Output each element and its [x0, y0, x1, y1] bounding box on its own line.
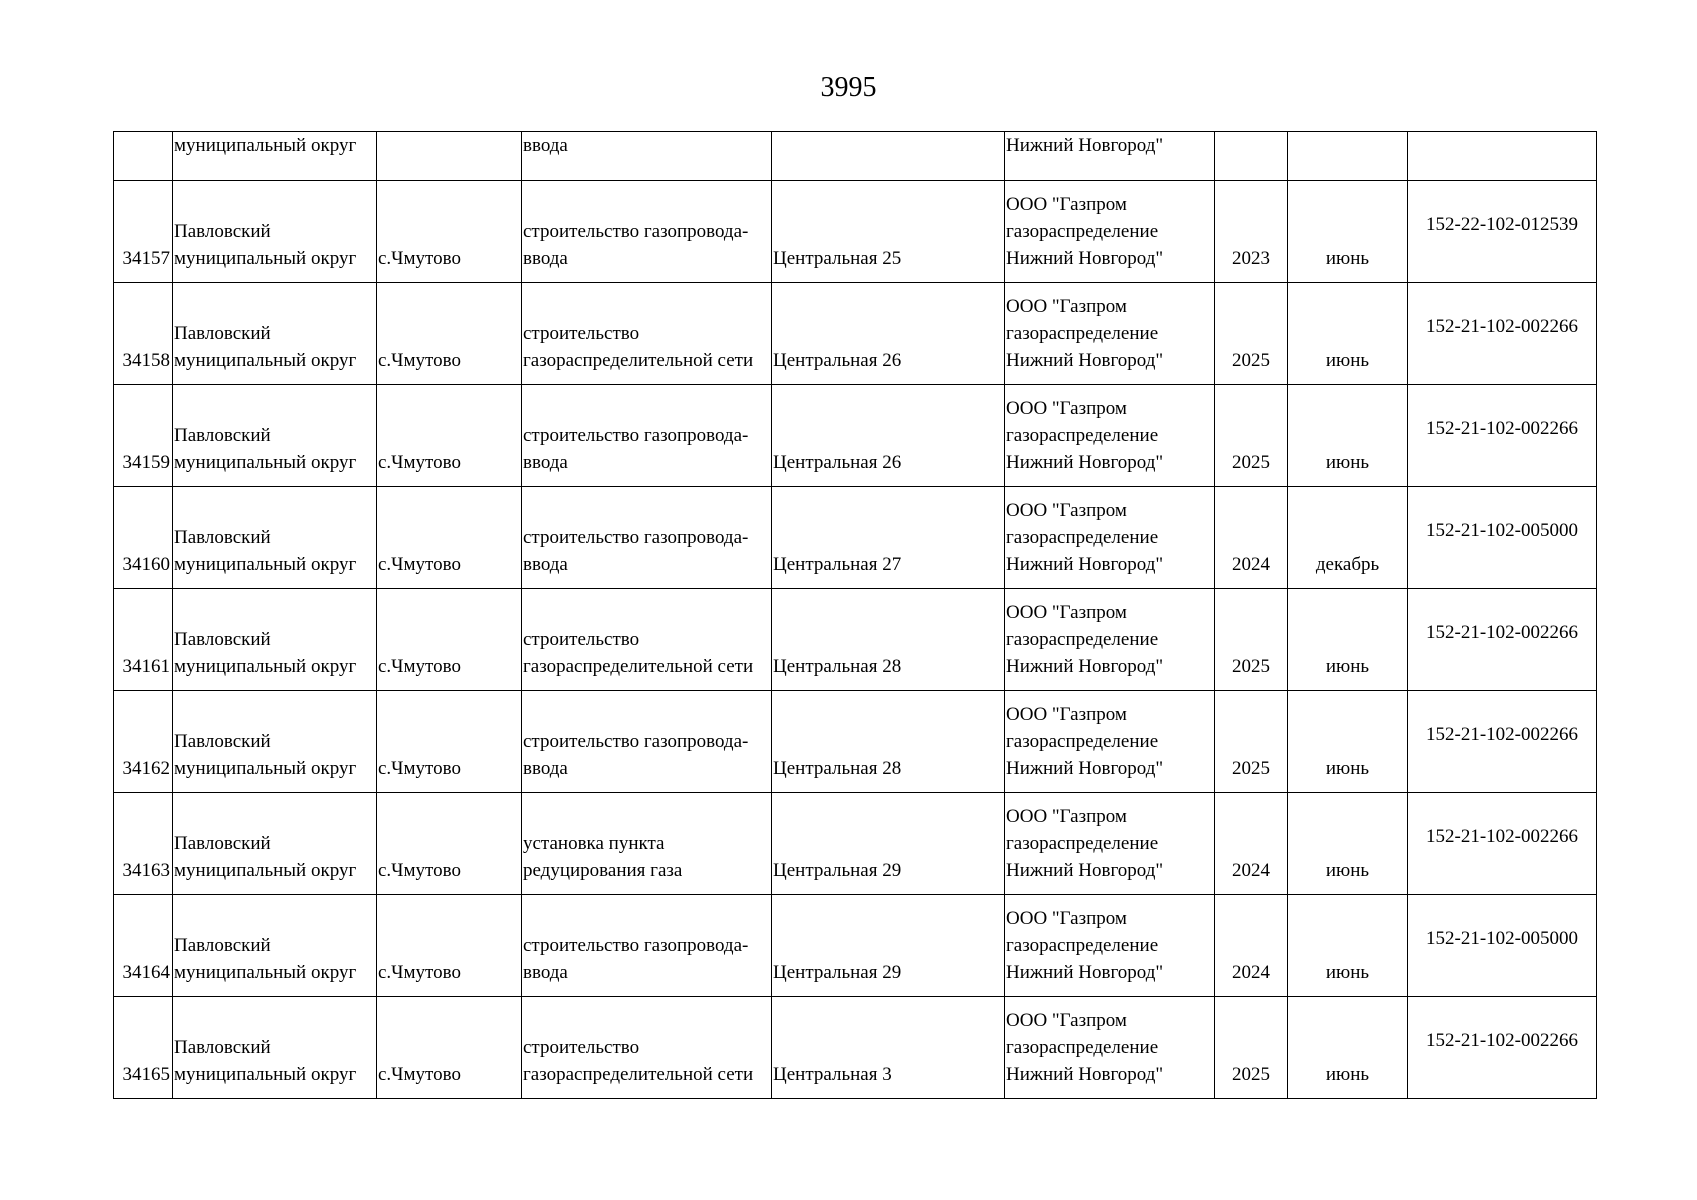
organization-cell-line: Нижний Новгород"	[1006, 350, 1164, 371]
organization-cell-line: ООО "Газпром	[1006, 704, 1127, 725]
year-cell: 2025	[1215, 283, 1288, 385]
month-cell: июнь	[1288, 385, 1408, 487]
row-number-cell: 34160	[114, 487, 173, 589]
organization-cell-line: Нижний Новгород"	[1006, 248, 1164, 269]
row-number-cell: 34158	[114, 283, 173, 385]
row-number-cell: 34162	[114, 691, 173, 793]
settlement-cell: с.Чмутово	[377, 793, 522, 895]
organization-cell	[1005, 181, 1215, 283]
table-row	[114, 691, 1597, 793]
settlement-cell: с.Чмутово	[377, 283, 522, 385]
row-number-cell: 34164	[114, 895, 173, 997]
code-cell: 152-21-102-002266	[1408, 589, 1597, 691]
work-type-cell-line: строительство газопровода-	[523, 935, 749, 956]
organization-cell-line: Нижний Новгород"	[1006, 962, 1164, 983]
work-type-cell	[522, 589, 772, 691]
settlement-cell: с.Чмутово	[377, 181, 522, 283]
organization-cell-line: ООО "Газпром	[1006, 602, 1127, 623]
work-type-cell	[522, 895, 772, 997]
settlement-cell: с.Чмутово	[377, 487, 522, 589]
organization-cell-line: газораспределение	[1006, 527, 1159, 548]
work-type-cell-line: газораспределительной сети	[523, 656, 754, 677]
district-cell-line: муниципальный округ	[174, 860, 357, 881]
organization-cell	[1005, 589, 1215, 691]
organization-cell	[1005, 793, 1215, 895]
code-cell: 152-21-102-005000	[1408, 487, 1597, 589]
district-cell-line: Павловский	[174, 323, 271, 344]
organization-cell-line: газораспределение	[1006, 731, 1159, 752]
district-cell-line: муниципальный округ	[174, 452, 357, 473]
code-cell: 152-21-102-002266	[1408, 793, 1597, 895]
work-type-cell-line: строительство газопровода-	[523, 731, 749, 752]
district-cell-line: муниципальный округ	[174, 350, 357, 371]
organization-cell-line: газораспределение	[1006, 935, 1159, 956]
district-cell-line: Павловский	[174, 731, 271, 752]
work-type-cell-line: строительство	[523, 323, 640, 344]
month-cell: июнь	[1288, 283, 1408, 385]
district-cell-line: муниципальный округ	[174, 1064, 357, 1085]
row-number-cell: 34159	[114, 385, 173, 487]
address-cell: Центральная 26	[772, 283, 1005, 385]
address-cell: Центральная 29	[772, 793, 1005, 895]
settlement-cell: с.Чмутово	[377, 385, 522, 487]
address-cell: Центральная 26	[772, 385, 1005, 487]
district-cell	[173, 181, 377, 283]
organization-cell-line: ООО "Газпром	[1006, 194, 1127, 215]
row-number-cell: 34163	[114, 793, 173, 895]
year-cell: 2024	[1215, 487, 1288, 589]
organization-cell-line: ООО "Газпром	[1006, 1010, 1127, 1031]
work-type-cell-line: ввода	[523, 758, 568, 779]
row-number-cell: 34165	[114, 997, 173, 1099]
work-type-cell-line: ввода	[523, 135, 568, 156]
organization-cell	[1005, 997, 1215, 1099]
work-type-cell-line: строительство	[523, 629, 640, 650]
work-type-cell-line: строительство газопровода-	[523, 425, 749, 446]
work-type-cell	[522, 385, 772, 487]
organization-cell-line: ООО "Газпром	[1006, 500, 1127, 521]
district-cell-line: Павловский	[174, 527, 271, 548]
settlement-cell: с.Чмутово	[377, 691, 522, 793]
gas-works-register-table	[113, 131, 1597, 1099]
district-cell	[173, 691, 377, 793]
organization-cell	[1005, 487, 1215, 589]
work-type-cell-line: редуцирования газа	[523, 860, 683, 881]
district-cell	[173, 487, 377, 589]
district-cell	[173, 132, 377, 181]
year-cell	[1215, 132, 1288, 181]
district-cell-line: Павловский	[174, 629, 271, 650]
district-cell	[173, 283, 377, 385]
code-cell	[1408, 132, 1597, 181]
district-cell-line: Павловский	[174, 1037, 271, 1058]
table-row	[114, 283, 1597, 385]
code-cell: 152-22-102-012539	[1408, 181, 1597, 283]
district-cell-line: Павловский	[174, 221, 271, 242]
address-cell: Центральная 25	[772, 181, 1005, 283]
row-number-cell: 34161	[114, 589, 173, 691]
year-cell: 2024	[1215, 793, 1288, 895]
table-row	[114, 487, 1597, 589]
organization-cell-line: газораспределение	[1006, 833, 1159, 854]
organization-cell	[1005, 691, 1215, 793]
month-cell: июнь	[1288, 997, 1408, 1099]
organization-cell-line: газораспределение	[1006, 1037, 1159, 1058]
work-type-cell-line: ввода	[523, 554, 568, 575]
organization-cell-line: ООО "Газпром	[1006, 296, 1127, 317]
district-cell-line: муниципальный округ	[174, 554, 357, 575]
district-cell-line: муниципальный округ	[174, 135, 357, 156]
address-cell: Центральная 3	[772, 997, 1005, 1099]
month-cell: июнь	[1288, 691, 1408, 793]
settlement-cell: с.Чмутово	[377, 895, 522, 997]
address-cell: Центральная 29	[772, 895, 1005, 997]
district-cell-line: Павловский	[174, 833, 271, 854]
settlement-cell: с.Чмутово	[377, 997, 522, 1099]
work-type-cell	[522, 997, 772, 1099]
code-cell: 152-21-102-002266	[1408, 385, 1597, 487]
district-cell	[173, 793, 377, 895]
district-cell-line: муниципальный округ	[174, 962, 357, 983]
district-cell	[173, 589, 377, 691]
organization-cell-line: Нижний Новгород"	[1006, 656, 1164, 677]
work-type-cell	[522, 793, 772, 895]
work-type-cell-line: установка пункта	[523, 833, 665, 854]
work-type-cell	[522, 487, 772, 589]
code-cell: 152-21-102-002266	[1408, 997, 1597, 1099]
page-number: 3995	[820, 72, 877, 103]
year-cell: 2023	[1215, 181, 1288, 283]
month-cell: июнь	[1288, 181, 1408, 283]
address-cell: Центральная 27	[772, 487, 1005, 589]
table-row	[114, 181, 1597, 283]
table-row	[114, 385, 1597, 487]
code-cell: 152-21-102-005000	[1408, 895, 1597, 997]
district-cell-line: Павловский	[174, 935, 271, 956]
table-row	[114, 895, 1597, 997]
district-cell-line: муниципальный округ	[174, 656, 357, 677]
work-type-cell-line: строительство газопровода-	[523, 221, 749, 242]
organization-cell	[1005, 385, 1215, 487]
settlement-cell: с.Чмутово	[377, 589, 522, 691]
table-row	[114, 132, 1597, 181]
table-row	[114, 793, 1597, 895]
organization-cell-line: ООО "Газпром	[1006, 908, 1127, 929]
work-type-cell	[522, 283, 772, 385]
row-number-cell: 34157	[114, 181, 173, 283]
table-body	[114, 132, 1597, 1099]
row-number-cell	[114, 132, 173, 181]
address-cell: Центральная 28	[772, 691, 1005, 793]
month-cell: июнь	[1288, 589, 1408, 691]
organization-cell	[1005, 895, 1215, 997]
year-cell: 2024	[1215, 895, 1288, 997]
organization-cell	[1005, 283, 1215, 385]
work-type-cell	[522, 181, 772, 283]
work-type-cell-line: ввода	[523, 248, 568, 269]
work-type-cell	[522, 691, 772, 793]
organization-cell-line: газораспределение	[1006, 323, 1159, 344]
district-cell	[173, 895, 377, 997]
table-row	[114, 589, 1597, 691]
work-type-cell-line: ввода	[523, 452, 568, 473]
work-type-cell-line: ввода	[523, 962, 568, 983]
year-cell: 2025	[1215, 691, 1288, 793]
year-cell: 2025	[1215, 997, 1288, 1099]
month-cell	[1288, 132, 1408, 181]
address-cell	[772, 132, 1005, 181]
address-cell: Центральная 28	[772, 589, 1005, 691]
organization-cell-line: Нижний Новгород"	[1006, 554, 1164, 575]
organization-cell-line: Нижний Новгород"	[1006, 1064, 1164, 1085]
district-cell-line: Павловский	[174, 425, 271, 446]
district-cell-line: муниципальный округ	[174, 248, 357, 269]
month-cell: июнь	[1288, 793, 1408, 895]
organization-cell-line: Нижний Новгород"	[1006, 135, 1164, 156]
month-cell: декабрь	[1288, 487, 1408, 589]
district-cell	[173, 997, 377, 1099]
work-type-cell-line: газораспределительной сети	[523, 350, 754, 371]
organization-cell-line: газораспределение	[1006, 425, 1159, 446]
organization-cell-line: Нижний Новгород"	[1006, 452, 1164, 473]
year-cell: 2025	[1215, 385, 1288, 487]
organization-cell-line: ООО "Газпром	[1006, 806, 1127, 827]
month-cell: июнь	[1288, 895, 1408, 997]
settlement-cell	[377, 132, 522, 181]
code-cell: 152-21-102-002266	[1408, 691, 1597, 793]
organization-cell-line: Нижний Новгород"	[1006, 758, 1164, 779]
organization-cell-line: Нижний Новгород"	[1006, 860, 1164, 881]
year-cell: 2025	[1215, 589, 1288, 691]
district-cell	[173, 385, 377, 487]
work-type-cell-line: строительство газопровода-	[523, 527, 749, 548]
organization-cell-line: газораспределение	[1006, 221, 1159, 242]
work-type-cell-line: газораспределительной сети	[523, 1064, 754, 1085]
organization-cell-line: ООО "Газпром	[1006, 398, 1127, 419]
work-type-cell-line: строительство	[523, 1037, 640, 1058]
organization-cell-line: газораспределение	[1006, 629, 1159, 650]
organization-cell	[1005, 132, 1215, 181]
district-cell-line: муниципальный округ	[174, 758, 357, 779]
code-cell: 152-21-102-002266	[1408, 283, 1597, 385]
table-row	[114, 997, 1597, 1099]
work-type-cell	[522, 132, 772, 181]
